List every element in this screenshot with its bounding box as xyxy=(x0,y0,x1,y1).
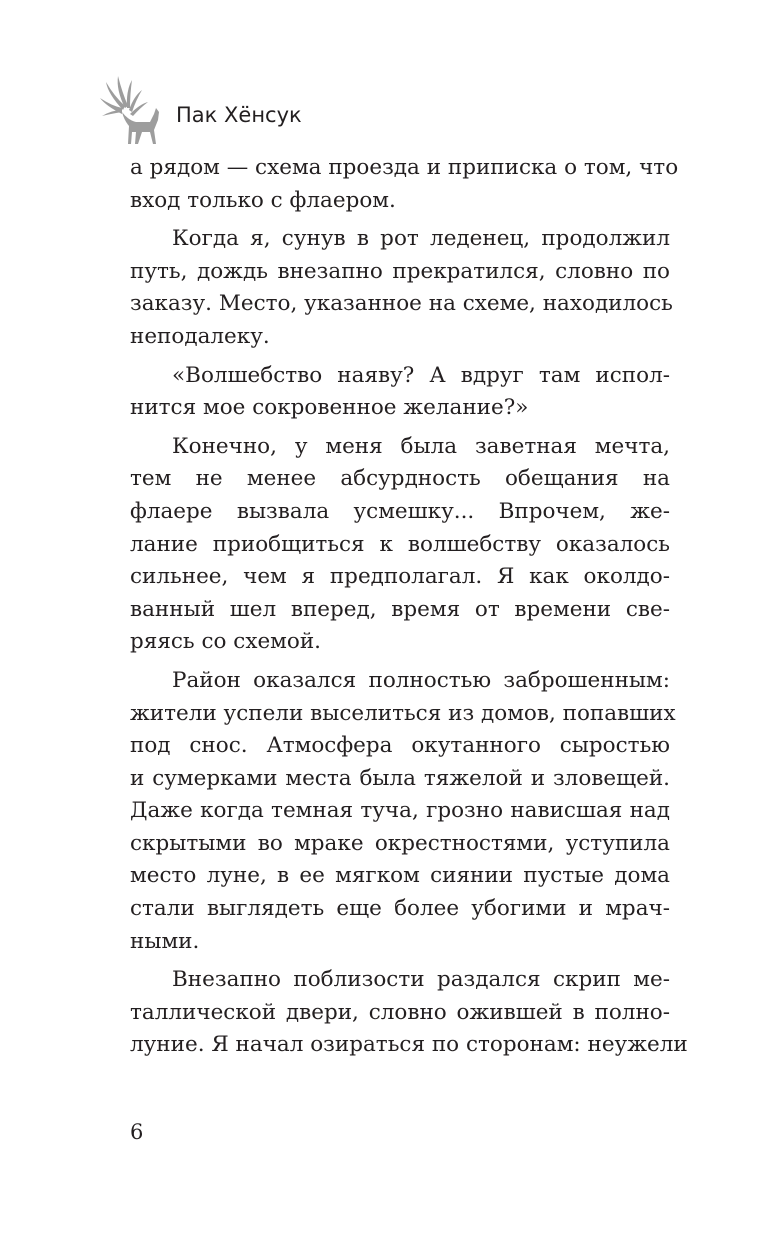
text-line: Район оказался полностью заброшенным: xyxy=(172,667,670,693)
text-line: место луне, в ее мягком сиянии пустые дома xyxy=(130,863,670,889)
page-number: 6 xyxy=(130,1120,144,1144)
author-name: Пак Хёнсук xyxy=(176,103,302,127)
text-line: лание приобщиться к волшебству оказалось xyxy=(130,531,670,557)
text-line: «Волшебство наяву? А вдруг там испол- xyxy=(172,362,670,388)
text-line: а рядом — схема проезда и приписка о том, что xyxy=(130,155,679,180)
fox-logo-icon xyxy=(98,76,166,146)
text-line: скрытыми во мраке окрестностями, уступила xyxy=(130,830,670,856)
text-line: луние. Я начал озираться по сторонам: неужели xyxy=(130,1032,688,1058)
text-line: путь, дождь внезапно прекратился, словно по xyxy=(130,258,670,284)
text-line: вход только с флаером. xyxy=(130,187,396,213)
text-line: и сумерками места была тяжелой и зловещей. xyxy=(130,765,670,791)
text-line: сильнее, чем я предполагал. Я как околдо- xyxy=(130,564,670,590)
text-line: таллической двери, словно ожившей в полно- xyxy=(130,999,670,1025)
text-line: под снос. Атмосфера окутанного сыростью xyxy=(130,733,670,759)
text-line: заказу. Место, указанное на схеме, находилось xyxy=(130,291,673,317)
text-line: флаере вызвала усмешку... Впрочем, же- xyxy=(130,498,670,524)
text-line: Конечно, у меня была заветная мечта, xyxy=(172,433,670,459)
text-line: ными. xyxy=(130,928,200,954)
text-line: ванный шел вперед, время от времени све- xyxy=(130,596,670,622)
text-line: ряясь со схемой. xyxy=(130,629,322,655)
text-line: Внезапно поблизости раздался скрип ме- xyxy=(172,967,670,993)
body-text xyxy=(130,152,688,1062)
text-line: стали выглядеть еще более убогими и мрач- xyxy=(130,896,670,922)
text-line: нится мое сокровенное желание?» xyxy=(130,395,529,421)
text-line: Даже когда темная туча, грозно нависшая над xyxy=(130,798,670,824)
running-header xyxy=(98,76,302,146)
text-line: неподалеку. xyxy=(130,323,270,349)
text-line: жители успели выселиться из домов, попавших xyxy=(130,700,676,726)
text-line: Когда я, сунув в рот леденец, продолжил xyxy=(172,226,670,252)
text-line: тем не менее абсурдность обещания на xyxy=(130,466,670,492)
